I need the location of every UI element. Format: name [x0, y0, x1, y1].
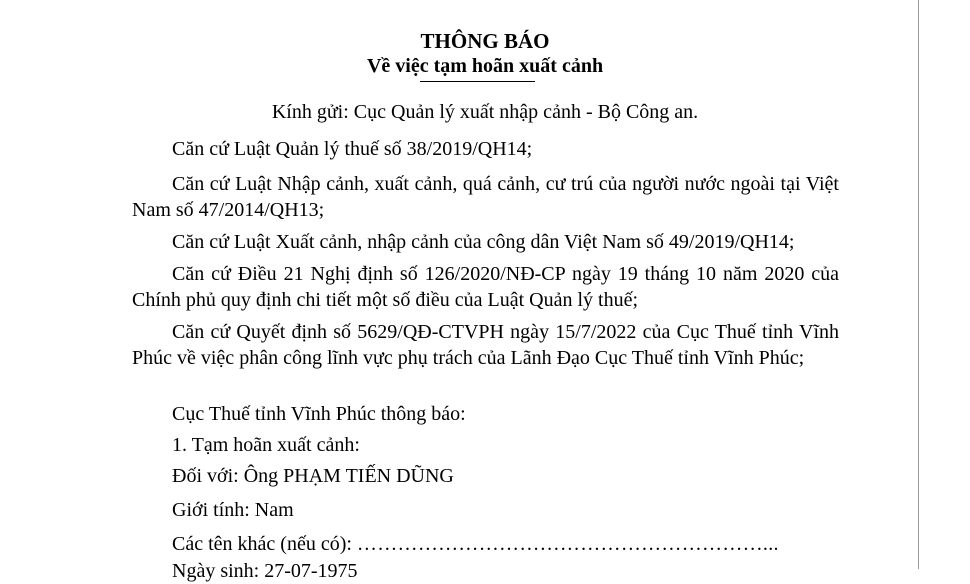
announcement-line: Cục Thuế tỉnh Vĩnh Phúc thông báo:: [172, 403, 466, 425]
legal-basis-2: Căn cứ Luật Nhập cảnh, xuất cảnh, quá cảnh, cư trú của người nước ngoài tại Việt Nam số 47/2014/QH13;: [132, 173, 839, 221]
gender-line: Giới tính: Nam: [172, 499, 294, 521]
subject-line: Đối với: Ông PHẠM TIẾN DŨNG: [172, 465, 454, 487]
page-edge-divider: [918, 0, 919, 569]
legal-basis-3: Căn cứ Luật Xuất cảnh, nhập cảnh của công dân Việt Nam số 49/2019/QH14;: [172, 231, 795, 253]
other-names-value: ……………………………………………………...: [356, 533, 779, 555]
document-title: THÔNG BÁO: [420, 29, 550, 53]
other-names-label: Các tên khác (nếu có):: [172, 533, 357, 555]
subtitle-underlined-text: tạm hoãn xuất: [433, 55, 557, 77]
subtitle-suffix: cảnh: [556, 55, 604, 77]
legal-basis-5: Căn cứ Quyết định số 5629/QĐ-CTVPH ngày 15/7/2022 của Cục Thuế tỉnh Vĩnh Phúc về việc phân công lĩnh vực phụ trách của Lãnh Đạo Cục Thuế tỉnh Vĩnh Phúc;: [132, 321, 839, 369]
subtitle-underline: [420, 81, 535, 82]
document-subtitle: [0, 53, 970, 79]
other-names-line: [172, 531, 779, 557]
section-1-heading: 1. Tạm hoãn xuất cảnh:: [172, 434, 360, 456]
legal-basis-4: Căn cứ Điều 21 Nghị định số 126/2020/NĐ-CP ngày 19 tháng 10 năm 2020 của Chính phủ quy định chi tiết một số điều của Luật Quản lý thuế;: [132, 263, 839, 311]
subtitle-prefix: Về việc: [366, 55, 434, 77]
legal-basis-1: Căn cứ Luật Quản lý thuế số 38/2019/QH14;: [172, 138, 533, 160]
recipient-line: Kính gửi: Cục Quản lý xuất nhập cảnh - Bộ Công an.: [271, 101, 699, 123]
birth-date-line-cut-off: Ngày sinh: 27-07-1975: [172, 560, 358, 582]
